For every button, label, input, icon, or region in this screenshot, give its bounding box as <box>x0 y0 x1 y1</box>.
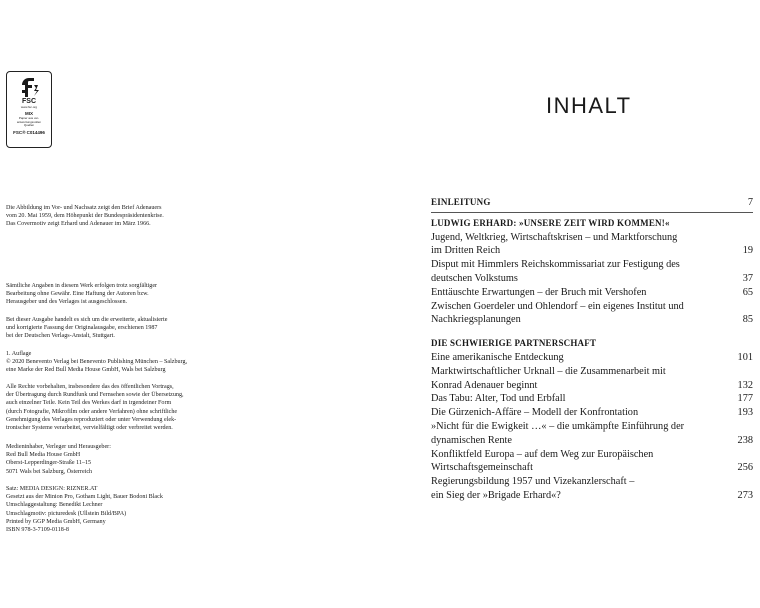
toc-entry-title: im Dritten Reich <box>431 245 501 257</box>
fsc-url: www.fsc.org <box>20 105 38 109</box>
toc-entry-page: 193 <box>737 407 753 419</box>
toc-entry-title: EINLEITUNG <box>431 197 491 207</box>
toc-entry-page: 132 <box>737 379 753 391</box>
fsc-brand: FSC <box>22 98 36 105</box>
toc-entry-page: 7 <box>747 197 753 208</box>
toc-entry-title: Marktwirtschaftlicher Urknall – die Zusammenarbeit mit <box>431 365 666 377</box>
imprint-line: Satz: MEDIA DESIGN: RIZNER.AT <box>6 486 98 492</box>
toc-entry-title: Konrad Adenauer beginnt <box>431 379 538 391</box>
fsc-desc-2: antwortungsvollen <box>16 119 42 124</box>
toc-entry-title: ein Sieg der »Brigade Erhard«? <box>431 489 561 501</box>
fsc-code: FSC® C014496 <box>13 129 45 135</box>
toc-row <box>431 448 753 462</box>
fsc-desc-1: Papier aus ver- <box>18 116 40 120</box>
imprint-line: Herausgeber und des Verlages ist ausgeschlossen. <box>6 299 128 306</box>
imprint-publisher <box>6 443 286 476</box>
imprint-line: Die Abbildung im Vor- und Nachsatz zeigt den Brief Adenauers <box>6 205 162 211</box>
imprint-line: 1. Auflage <box>6 351 32 357</box>
toc-entry-title: Enttäuschte Erwartungen – der Bruch mit Vershofen <box>431 286 647 298</box>
toc-entry-page: 65 <box>742 286 753 298</box>
toc-row <box>431 392 753 406</box>
toc-entry-page: 85 <box>742 314 753 326</box>
imprint-line: Medieninhaber, Verleger und Herausgeber: <box>6 444 111 450</box>
toc-entry-title: Regierungsbildung 1957 und Vizekanzlerschaft – <box>431 476 635 488</box>
toc-page <box>380 0 760 608</box>
imprint-line: tronischer Systeme verarbeitet, vervielfältigt oder verbreitet werden. <box>6 424 173 431</box>
imprint-line: vom 20. Mai 1959, dem Höhepunkt der Bundespräsidentenkrise. <box>6 213 164 220</box>
fsc-type: MIX <box>24 111 33 116</box>
imprint-line: Das Covermotiv zeigt Erhard und Adenauer im März 1966. <box>6 221 151 228</box>
toc-entry-title: Konfliktfeld Europa – auf dem Weg zur Europäischen <box>431 448 654 460</box>
imprint-line: Bei dieser Ausgabe handelt es sich um die erweiterte, aktualisierte <box>6 317 168 323</box>
toc-entry-title: Nachkriegsplanungen <box>431 314 521 326</box>
imprint-line: der Übertragung durch Rundfunk und Fernsehen sowie der Übersetzung, <box>6 392 184 399</box>
imprint-production <box>6 485 286 534</box>
toc-entry-title: Zwischen Goerdeler und Ohlendorf – ein eigenes Institut und <box>431 300 684 312</box>
imprint-line: Oberst-Lepperdinger-Straße 11–15 <box>6 460 92 467</box>
toc-entry-title: Disput mit Himmlers Reichskommissariat zur Festigung des <box>431 259 680 271</box>
toc-entry-title: deutschen Volkstums <box>431 272 518 284</box>
toc-section-heading <box>431 217 753 231</box>
imprint-rights <box>6 383 286 432</box>
page-title: INHALT <box>546 93 632 118</box>
imprint-line: Sämtliche Angaben in diesem Werk erfolgen trotz sorgfältiger <box>6 283 158 289</box>
toc-row <box>431 475 753 489</box>
imprint-line: ISBN 978-3-7109-0118-8 <box>6 526 69 533</box>
section-heading-text: DIE SCHWIERIGE PARTNERSCHAFT <box>431 338 597 349</box>
fsc-logo <box>6 71 52 148</box>
imprint-line: auch einzelner Teile. Kein Teil des Werkes darf in irgendeiner Form <box>6 400 172 407</box>
toc-entry-page: 238 <box>737 434 753 446</box>
toc-row <box>431 434 753 448</box>
imprint-cover-note <box>6 204 286 229</box>
toc-entry-page: 101 <box>737 351 753 363</box>
toc-entry-einleitung <box>431 196 753 210</box>
imprint-line: Umschlaggestaltung: Benedikt Lechner <box>6 502 103 509</box>
imprint-line: Umschlagmotiv: picturedesk (Ullstein Bild/BPA) <box>6 510 127 517</box>
toc-row <box>431 351 753 365</box>
toc-entry-title: Jugend, Weltkrieg, Wirtschaftskrisen – und Marktforschung <box>431 231 678 243</box>
section-heading-text: LUDWIG ERHARD: »UNSERE ZEIT WIRD KOMMEN!« <box>431 217 670 228</box>
imprint-line: © 2020 Benevento Verlag bei Benevento Publishing München – Salzburg, <box>6 359 188 366</box>
toc-entry-page: 19 <box>742 245 753 257</box>
toc-entry-page: 273 <box>737 489 753 501</box>
toc-entry-title: dynamischen Rente <box>431 434 512 446</box>
toc-row <box>431 489 753 503</box>
toc-row <box>431 313 753 327</box>
toc-entry-title: Eine amerikanische Entdeckung <box>431 351 564 363</box>
imprint-line: eine Marke der Red Bull Media House GmbH, Wals bei Salzburg <box>6 367 166 374</box>
toc-row <box>431 244 753 258</box>
section-divider <box>431 212 753 213</box>
toc-row <box>431 272 753 286</box>
toc-entry-page: 177 <box>737 393 753 405</box>
imprint-line: Gesetzt aus der Minion Pro, Gotham Light, Bauer Bodoni Black <box>6 494 163 501</box>
toc-row <box>431 300 753 314</box>
toc-row <box>431 379 753 393</box>
toc-section-heading <box>431 337 753 351</box>
toc-entry-title: Wirtschaftsgemeinschaft <box>431 462 533 474</box>
imprint-copyright <box>6 350 286 375</box>
toc-entry-page: 256 <box>737 462 753 474</box>
imprint-disclaimer <box>6 282 286 307</box>
imprint-edition-note <box>6 316 286 341</box>
toc-row <box>431 231 753 245</box>
imprint-line: bei der Deutschen Verlags-Anstalt, Stuttgart. <box>6 333 115 340</box>
toc-row <box>431 286 753 300</box>
imprint-line: Red Bull Media House GmbH <box>6 452 81 459</box>
imprint-line: 5071 Wals bei Salzburg, Österreich <box>6 468 93 475</box>
toc-row <box>431 258 753 272</box>
toc-entry-title: Die Gürzenich-Affäre – Modell der Konfrontation <box>431 407 639 419</box>
toc-entry-page: 37 <box>742 272 753 284</box>
table-of-contents <box>431 196 753 503</box>
toc-row <box>431 420 753 434</box>
toc-row <box>431 461 753 475</box>
imprint-line: Genehmigung des Verlages reproduziert oder unter Verwendung elek- <box>6 416 177 423</box>
fsc-tree-icon <box>16 76 42 98</box>
fsc-desc-3: Quellen <box>23 123 35 127</box>
toc-entry-title: »Nicht für die Ewigkeit …« – die umkämpfte Einführung der <box>431 420 685 432</box>
section-gap <box>431 327 753 337</box>
imprint-line: (durch Fotografie, Mikrofilm oder andere Verfahren) ohne schriftliche <box>6 408 178 415</box>
imprint-line: Printed by GGP Media GmbH, Germany <box>6 518 106 525</box>
imprint-line: Bearbeitung ohne Gewähr. Eine Haftung der Autoren bzw. <box>6 291 149 298</box>
toc-row <box>431 406 753 420</box>
toc-row <box>431 365 753 379</box>
toc-entry-title: Das Tabu: Alter, Tod und Erbfall <box>431 393 566 405</box>
imprint-line: Alle Rechte vorbehalten, insbesondere das des öffentlichen Vortrags, <box>6 384 174 390</box>
imprint-line: und korrigierte Fassung der Originalausgabe, erschienen 1987 <box>6 325 158 332</box>
